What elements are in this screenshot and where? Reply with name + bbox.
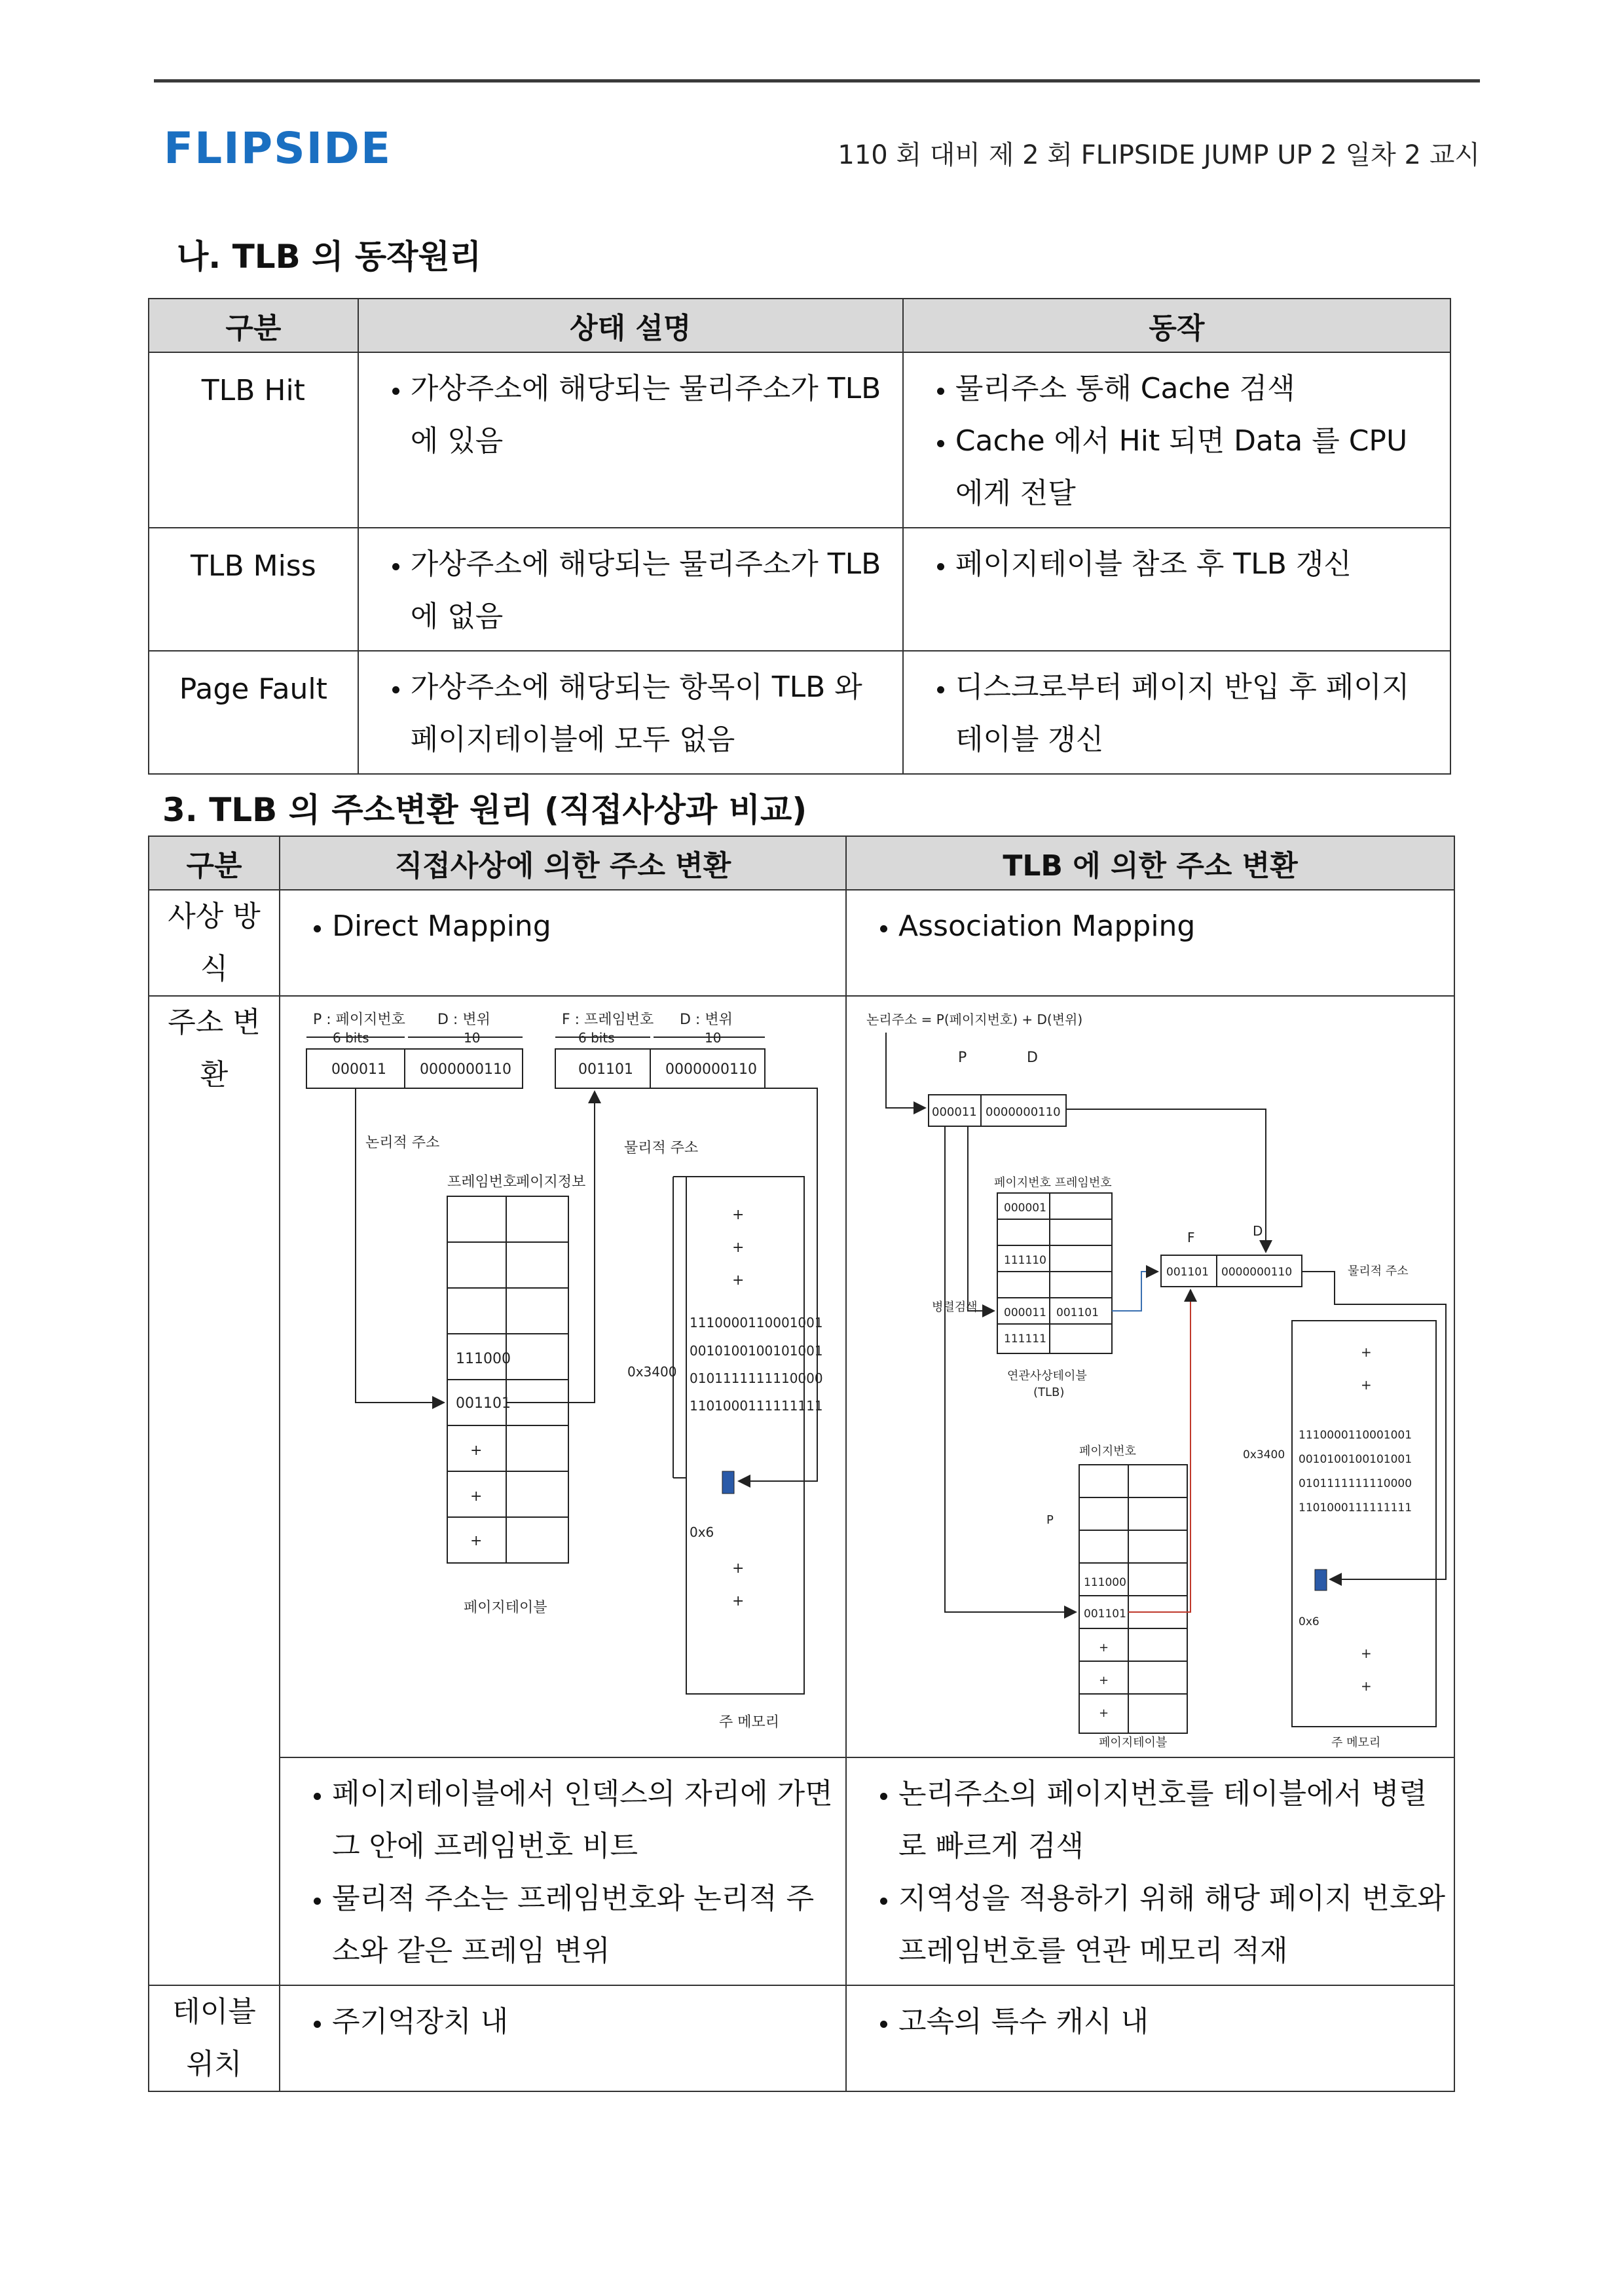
header-title: 110 회 대비 제 2 회 FLIPSIDE JUMP UP 2 일차 2 교시	[838, 140, 1480, 170]
frame-col-label: 프레임번호	[447, 1174, 517, 1190]
ellipsis: +	[470, 1488, 483, 1505]
list-item: • 논리주소의 페이지번호를 테이블에서 병렬로 빠르게 검색	[898, 1768, 1447, 1873]
bits-label: 6 bits	[578, 1030, 615, 1046]
section-heading-tlb-operation: 나. TLB 의 동작원리	[177, 238, 482, 276]
state-cell	[358, 528, 903, 651]
tlb-cell	[846, 890, 1454, 996]
physical-address-label: 물리적 주소	[624, 1140, 699, 1156]
ellipsis: +	[1361, 1344, 1372, 1360]
table-row	[149, 1985, 1454, 2091]
input-arrow	[886, 1033, 925, 1108]
ellipsis: +	[732, 1239, 745, 1256]
memory-word: 1110000110001001	[690, 1315, 823, 1331]
frame-number: 001101	[578, 1061, 634, 1078]
pt-entry: 001101	[1084, 1607, 1126, 1621]
row-label: Page Fault	[149, 651, 358, 774]
table-row	[149, 890, 1454, 996]
direct-mapping-diagram	[280, 996, 846, 1757]
f-label: F : 프레임번호	[562, 1012, 654, 1028]
list-item: • 주기억장치 내	[332, 1996, 838, 2048]
offset-hex: 0x6	[690, 1524, 714, 1540]
pageinfo-col-label: 페이지정보	[516, 1174, 586, 1190]
offset: 0000000110	[665, 1061, 758, 1078]
ellipsis: +	[1361, 1678, 1372, 1694]
memory-word: 0010100100101001	[690, 1343, 823, 1359]
tlb-entry: 000001	[1004, 1202, 1046, 1215]
memory-word: 1101000111111111	[1299, 1501, 1412, 1515]
page-table-entry: 001101	[456, 1395, 511, 1412]
page-table-label: 페이지테이블	[464, 1600, 547, 1616]
list-item: • Cache 에서 Hit 되면 Data 를 CPU 에게 전달	[955, 415, 1443, 520]
col-header: 구분	[149, 836, 280, 890]
page-table	[1079, 1465, 1187, 1733]
ellipsis: +	[470, 1442, 483, 1459]
list-item: • 페이지테이블에서 인덱스의 자리에 가면 그 안에 프레임번호 비트	[332, 1768, 838, 1873]
direct-mapping-figure	[280, 997, 843, 1750]
ellipsis: +	[1099, 1706, 1109, 1720]
tlb-mapping-figure	[847, 997, 1452, 1750]
offset-hex: 0x6	[1299, 1615, 1320, 1628]
memory-word: 1110000110001001	[1299, 1429, 1412, 1442]
address-hex: 0x3400	[1243, 1448, 1285, 1461]
bits-label: 10	[464, 1030, 481, 1046]
phys-frame: 001101	[1166, 1266, 1209, 1279]
logical-address-label: 논리적 주소	[365, 1135, 440, 1151]
tlb-translation-table	[148, 835, 1455, 2092]
list-item: • 물리주소 통해 Cache 검색	[955, 363, 1443, 415]
ellipsis: +	[732, 1593, 745, 1609]
ellipsis: +	[1099, 1674, 1109, 1687]
table-row	[149, 528, 1450, 651]
header-rule	[154, 79, 1480, 83]
d-label: D : 변위	[680, 1012, 733, 1028]
tlb-entry: 000011	[1004, 1306, 1046, 1319]
target-word	[1315, 1570, 1327, 1590]
bits-label: 10	[705, 1030, 722, 1046]
page-number: 000011	[331, 1061, 387, 1078]
ellipsis: +	[732, 1560, 745, 1577]
memory-word: 1101000111111111	[690, 1398, 823, 1414]
ellipsis: +	[1361, 1645, 1372, 1661]
ellipsis: +	[470, 1533, 483, 1549]
pt-name: 페이지테이블	[1099, 1736, 1168, 1750]
d-label: D : 변위	[437, 1012, 490, 1028]
tlb-desc-cell	[846, 1757, 1454, 1985]
col-header: 직접사상에 의한 주소 변환	[280, 836, 846, 890]
action-cell	[903, 352, 1450, 528]
formula-label: 논리주소 = P(페이지번호) + D(변위)	[866, 1012, 1083, 1027]
col-header: 구분	[149, 299, 358, 352]
tlb-hit-arrow	[1112, 1272, 1158, 1311]
pt-p-label: P	[1046, 1513, 1054, 1527]
list-item: • 가상주소에 해당되는 항목이 TLB 와 페이지테이블에 모두 없음	[411, 661, 895, 766]
state-cell	[358, 352, 903, 528]
direct-desc-cell	[280, 1757, 846, 1985]
bits-label: 6 bits	[333, 1030, 369, 1046]
list-item: • 가상주소에 해당되는 물리주소가 TLB 에 없음	[411, 538, 895, 643]
row-label: TLB Hit	[149, 352, 358, 528]
flipside-logo: FLIPSIDE	[164, 123, 392, 174]
parallel-search-label: 병렬검색	[932, 1300, 978, 1314]
page-table	[447, 1196, 568, 1563]
address-hex: 0x3400	[627, 1364, 677, 1380]
row-label: 테이블 위치	[149, 1985, 280, 2091]
col-header: 동작	[903, 299, 1450, 352]
ellipsis: +	[1099, 1641, 1109, 1655]
p-label: P	[958, 1050, 967, 1066]
action-cell	[903, 528, 1450, 651]
physical-address-label: 물리적 주소	[1348, 1264, 1409, 1278]
list-item: • 페이지테이블 참조 후 TLB 갱신	[955, 538, 1443, 591]
page-number: 000011	[932, 1105, 977, 1119]
list-item: • 가상주소에 해당되는 물리주소가 TLB 에 있음	[411, 363, 895, 468]
offset: 0000000110	[420, 1061, 512, 1078]
table-row	[149, 352, 1450, 528]
tlb-entry: 111111	[1004, 1332, 1046, 1346]
table-row	[149, 651, 1450, 774]
f-label: F	[1187, 1230, 1195, 1245]
col-header: 상태 설명	[358, 299, 903, 352]
table-row	[149, 996, 1454, 1757]
row-label: TLB Miss	[149, 528, 358, 651]
direct-cell	[280, 1985, 846, 2091]
list-item: • 물리적 주소는 프레임번호와 논리적 주소와 같은 프레임 변위	[332, 1873, 838, 1977]
tlb-header: 페이지번호 프레임번호	[994, 1176, 1112, 1190]
list-item: • Direct Mapping	[332, 900, 838, 953]
row-label: 주소 변환	[149, 996, 280, 1985]
memory-word: 0101111111110000	[690, 1370, 823, 1386]
offset: 0000000110	[986, 1105, 1061, 1119]
tlb-cell	[846, 1985, 1454, 2091]
p-label: P : 페이지번호	[313, 1012, 405, 1028]
pt-entry: 111000	[1084, 1576, 1126, 1589]
list-item: • 지역성을 적용하기 위해 해당 페이지 번호와 프레임번호를 연관 메모리 적재	[898, 1873, 1447, 1977]
list-item: • 디스크로부터 페이지 반입 후 페이지 테이블 갱신	[955, 661, 1443, 766]
target-word	[722, 1471, 734, 1494]
state-cell	[358, 651, 903, 774]
parallel-arrow	[968, 1126, 994, 1311]
row-label: 사상 방식	[149, 890, 280, 996]
main-memory-label: 주 메모리	[719, 1714, 780, 1731]
tlb-name: 연관사상테이블	[1007, 1369, 1087, 1383]
direct-cell	[280, 890, 846, 996]
ellipsis: +	[1361, 1377, 1372, 1393]
list-item: • Association Mapping	[898, 900, 1447, 953]
tlb-entry: 111110	[1004, 1254, 1046, 1267]
list-item: • 고속의 특수 캐시 내	[898, 1996, 1447, 2048]
d-label: D	[1253, 1223, 1263, 1239]
tlb-frame: 001101	[1056, 1306, 1099, 1319]
ellipsis: +	[732, 1272, 745, 1289]
tlb-abbr: (TLB)	[1033, 1386, 1065, 1399]
ellipsis: +	[732, 1207, 745, 1223]
section-heading-tlb-translation: 3. TLB 의 주소변환 원리 (직접사상과 비교)	[162, 791, 807, 829]
d-label: D	[1027, 1050, 1038, 1066]
page-table-entry: 111000	[456, 1351, 511, 1367]
col-header: TLB 에 의한 주소 변환	[846, 836, 1454, 890]
memory-word: 0010100100101001	[1299, 1453, 1412, 1466]
tlb-table	[997, 1193, 1112, 1353]
phys-offset: 0000000110	[1221, 1266, 1293, 1279]
tlb-mapping-diagram	[846, 996, 1454, 1757]
tlb-operation-table	[148, 298, 1451, 775]
memory-word: 0101111111110000	[1299, 1477, 1412, 1490]
table-row	[149, 1757, 1454, 1985]
action-cell	[903, 651, 1450, 774]
pt-header: 페이지번호	[1079, 1444, 1136, 1458]
main-memory-label: 주 메모리	[1331, 1736, 1381, 1750]
